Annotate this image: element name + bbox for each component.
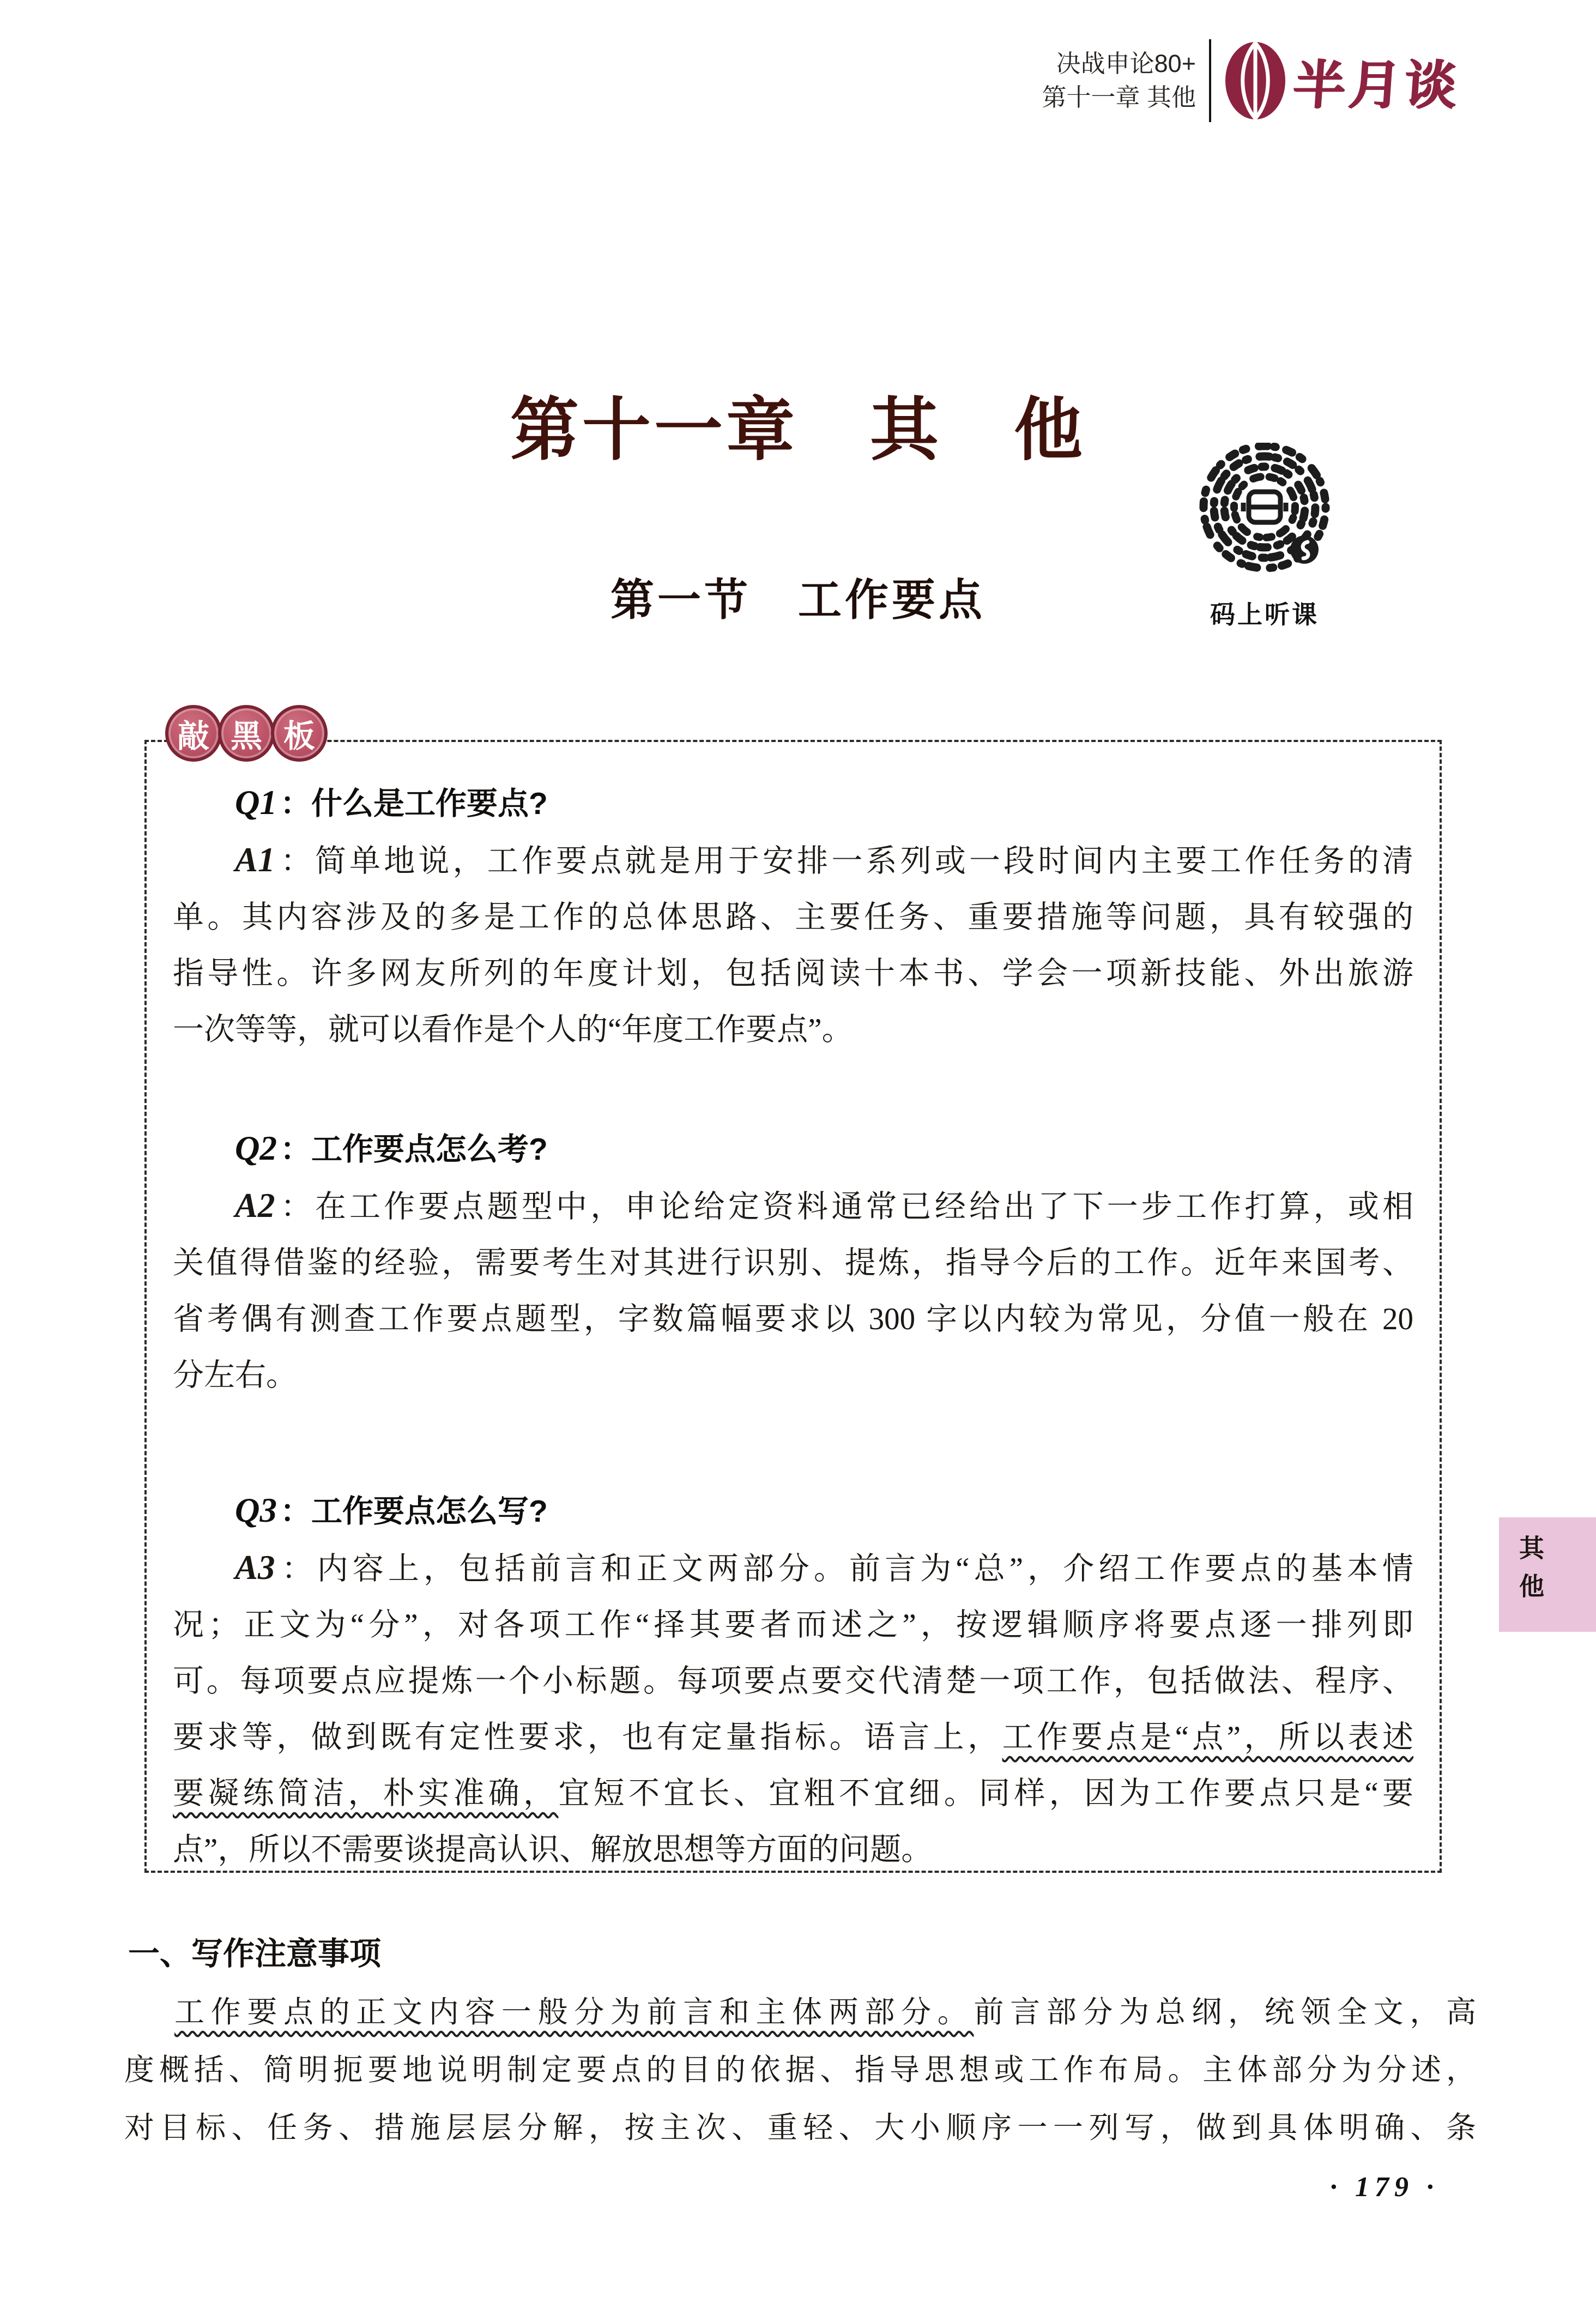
paragraph-line: 度概括、简明扼要地说明制定要点的目的依据、指导思想或工作布局。主体部分为分述， bbox=[124, 2053, 1476, 2087]
answer-1-line: 单。其内容涉及的多是工作的总体思路、主要任务、重要措施等问题，具有较强的 bbox=[173, 900, 1413, 935]
answer-3-line: 要求等，做到既有定性要求，也有定量指标。语言上，工作要点是“点”，所以表述 bbox=[173, 1720, 1413, 1755]
answer-1-line: A1：简单地说，工作要点就是用于安排一系列或一段时间内主要工作任务的清 bbox=[235, 841, 1413, 879]
question-2-label: Q2 bbox=[235, 1129, 277, 1167]
question-1 bbox=[173, 775, 1413, 832]
section-one-paragraph bbox=[124, 1984, 1476, 2157]
badge-char-knock: 敲 bbox=[165, 705, 222, 762]
wavy-underline-text: 工作要点的正文内容一般分为前言和主体两部分。 bbox=[174, 1995, 974, 2029]
question-3-label: Q3 bbox=[235, 1491, 277, 1529]
header-book-title: 决战申论80+ bbox=[1056, 50, 1196, 77]
section-title: 第一节 工作要点 bbox=[610, 577, 986, 625]
page-header bbox=[1042, 39, 1460, 122]
header-divider bbox=[1209, 39, 1211, 122]
question-2 bbox=[173, 1120, 1413, 1178]
globe-icon bbox=[1223, 40, 1287, 122]
answer-3-line: 况；正文为“分”，对各项工作“择其要者而述之”，按逻辑顺序将要点逐一排列即 bbox=[173, 1608, 1413, 1642]
side-tab-label: 其他 bbox=[1516, 1535, 1544, 1611]
answer-2-line: A2：在工作要点题型中，申论给定资料通常已经给出了下一步工作打算，或相 bbox=[235, 1186, 1413, 1225]
qr-block bbox=[1188, 443, 1341, 631]
badge-char-board: 板 bbox=[271, 705, 328, 762]
brand-name: 半月谈 bbox=[1290, 56, 1462, 114]
page-number: · 179 · bbox=[1330, 2172, 1439, 2203]
badge-char-black: 黑 bbox=[218, 705, 275, 762]
paragraph-line: 工作要点的正文内容一般分为前言和主体两部分。前言部分为总纲，统领全文，高 bbox=[174, 1995, 1476, 2029]
answer-2-line: 关值得借鉴的经验，需要考生对其进行识别、提炼，指导今后的工作。近年来国考、 bbox=[173, 1246, 1413, 1280]
answer-1-line: 一次等等，就可以看作是个人的“年度工作要点”。 bbox=[173, 1012, 853, 1047]
answer-3-line: 要凝练简洁，朴实准确，宜短不宜长、宜粗不宜细。同样，因为工作要点只是“要 bbox=[173, 1776, 1413, 1811]
blackboard-box bbox=[144, 719, 1442, 1873]
chapter-title: 第十一章 其 他 bbox=[510, 393, 1086, 469]
answer-2-label: A2 bbox=[235, 1186, 275, 1225]
question-2-text: ：工作要点怎么考? bbox=[280, 1132, 548, 1167]
question-1-label: Q1 bbox=[235, 783, 277, 822]
brand-logo bbox=[1223, 40, 1460, 122]
answer-3-label: A3 bbox=[235, 1548, 275, 1587]
answer-1-line: 指导性。许多网友所列的年度计划，包括阅读十本书、学会一项新技能、外出旅游 bbox=[173, 956, 1413, 991]
answer-2-line: 省考偶有测查工作要点题型，字数篇幅要求以 300 字以内较为常见，分值一般在 20 bbox=[173, 1302, 1413, 1336]
section-one-heading: 一、写作注意事项 bbox=[128, 1936, 382, 1972]
answer-3-line: A3：内容上，包括前言和正文两部分。前言为“总”，介绍工作要点的基本情 bbox=[235, 1548, 1413, 1587]
answer-3-line: 可。每项要点应提炼一个小标题。每项要点要交代清楚一项工作，包括做法、程序、 bbox=[173, 1664, 1413, 1698]
question-1-text: ：什么是工作要点? bbox=[280, 786, 548, 821]
side-tab bbox=[1499, 1517, 1596, 1632]
blackboard-badge bbox=[165, 705, 324, 762]
qr-caption: 码上听课 bbox=[1210, 600, 1319, 629]
header-text bbox=[1042, 47, 1196, 114]
answer-2-line: 分左右。 bbox=[173, 1358, 297, 1392]
answer-3-line: 点”，所以不需要谈提高认识、解放思想等方面的问题。 bbox=[173, 1832, 933, 1867]
question-3-text: ：工作要点怎么写? bbox=[280, 1494, 548, 1529]
qr-code-icon bbox=[1191, 443, 1338, 590]
wavy-underline-text: 要凝练简洁，朴实准确， bbox=[173, 1776, 559, 1811]
answer-1-label: A1 bbox=[235, 841, 275, 879]
wavy-underline-text: 工作要点是“点”，所以表述 bbox=[1002, 1720, 1413, 1755]
paragraph-line: 对目标、任务、措施层层分解，按主次、重轻、大小顺序一一列写，做到具体明确、条 bbox=[124, 2111, 1476, 2144]
header-chapter-title: 第十一章 其他 bbox=[1042, 83, 1196, 111]
question-3 bbox=[173, 1482, 1413, 1540]
